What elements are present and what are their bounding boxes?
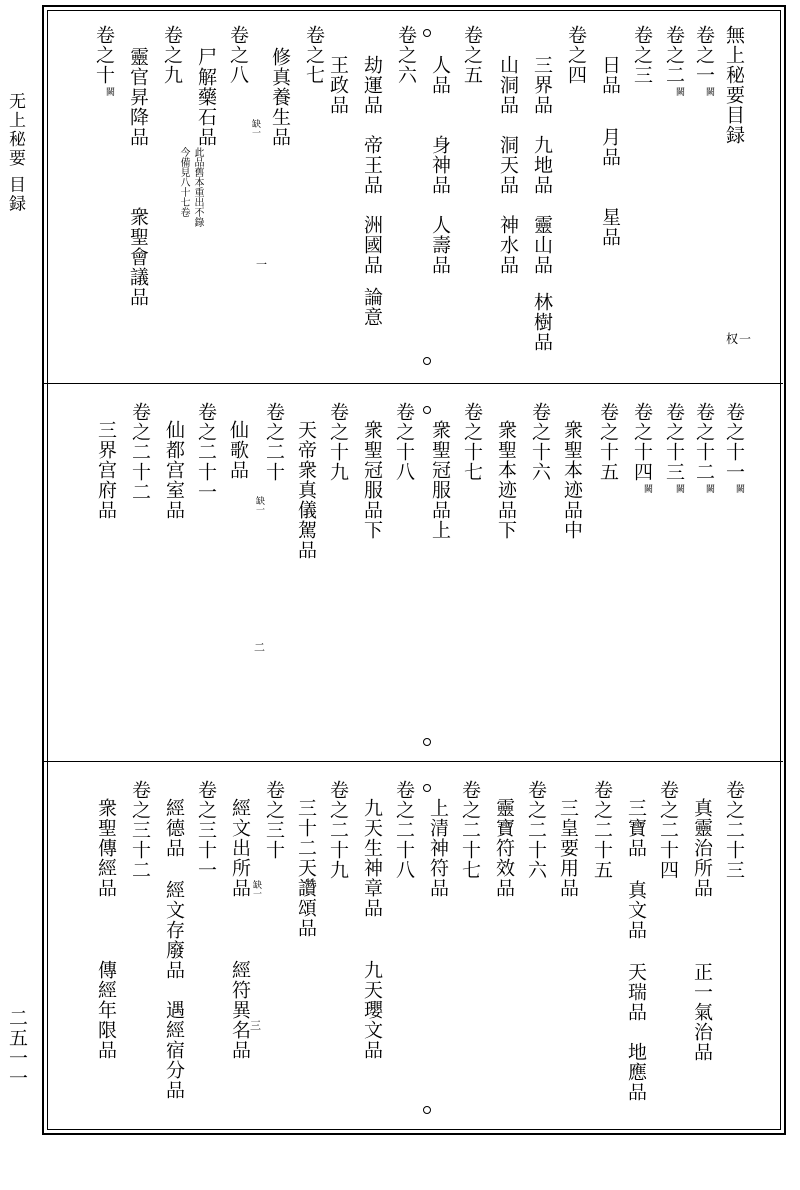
chapter-entry: 靈官昇降品	[127, 47, 149, 147]
margin-book-title: 无上秘要 目録	[5, 92, 25, 214]
chapter-entry: 月品	[599, 127, 621, 167]
folio-mark: 二	[254, 641, 265, 654]
juan-31: 卷之三十一	[195, 780, 217, 880]
chapter-entry: 經符異名品	[229, 960, 251, 1060]
folio-mark: 三	[250, 1019, 261, 1032]
chapter-entry: 論意	[361, 287, 383, 327]
chapter-entry: 衆聖冠服品上	[429, 420, 451, 540]
column-marker-circle	[423, 1106, 431, 1114]
juan-21: 卷之二十一	[195, 402, 217, 502]
juan-30: 卷之三十	[263, 780, 285, 860]
lacuna-note: 闕	[704, 87, 714, 97]
juan-22: 卷之二十二	[129, 402, 151, 502]
lacuna-note: 闕	[104, 87, 114, 97]
juan-2: 卷之二闕	[663, 25, 685, 97]
toc-heading: 無上秘要目録	[723, 25, 745, 145]
juan-26: 卷之二十六	[525, 780, 547, 880]
chapter-entry: 衆聖本迹品中	[561, 420, 583, 540]
juan-3: 卷之三	[631, 25, 653, 85]
chapter-entry: 經文出所品	[229, 798, 251, 898]
column-marker-circle	[423, 406, 431, 414]
chapter-entry: 衆聖會議品	[127, 207, 149, 307]
chapter-entry: 仙歌品	[227, 420, 249, 480]
juan-24: 卷之二十四	[657, 780, 679, 880]
column-marker-circle	[423, 784, 431, 792]
juan-5: 卷之五	[461, 25, 483, 85]
chapter-entry: 經德品	[163, 798, 185, 858]
juan-19: 卷之十九	[327, 402, 349, 482]
chapter-entry: 星品	[599, 207, 621, 247]
juan-25: 卷之二十五	[591, 780, 613, 880]
chapter-entry: 王政品	[327, 55, 349, 115]
toc-panel-1	[44, 7, 783, 383]
juan-20: 卷之二十	[263, 402, 285, 482]
column-marker-circle	[423, 738, 431, 746]
chapter-entry: 人品	[429, 55, 451, 95]
column-marker-circle	[423, 357, 431, 365]
chapter-entry: 三寶品	[625, 798, 647, 858]
corner-mark: 权一	[726, 332, 753, 346]
chapter-entry: 地應品	[625, 1042, 647, 1102]
juan-7: 卷之七	[303, 25, 325, 85]
chapter-entry: 山洞品	[497, 55, 519, 115]
juan-28: 卷之二十八	[393, 780, 415, 880]
chapter-entry: 三界品	[531, 55, 553, 115]
chapter-entry: 九地品	[531, 135, 553, 195]
lacuna-note: 闕	[674, 87, 684, 97]
chapter-entry: 林樹品	[531, 292, 553, 352]
editorial-note: 此品舊本重出不錄 今備見八十七卷	[178, 147, 203, 227]
juan-8: 卷之八	[227, 25, 249, 85]
lacuna-note: 缺一	[251, 880, 261, 898]
chapter-entry: 仙都宫室品	[163, 420, 185, 520]
chapter-entry: 上清神符品	[427, 798, 449, 898]
chapter-entry: 遇經宿分品	[163, 1000, 185, 1100]
toc-panel-3	[44, 762, 783, 1130]
chapter-entry: 洲國品	[361, 215, 383, 275]
chapter-entry: 經文存廢品	[163, 880, 185, 980]
chapter-entry: 正一氣治品	[691, 962, 713, 1062]
chapter-entry: 真文品	[625, 880, 647, 940]
chapter-entry: 帝王品	[361, 135, 383, 195]
chapter-entry: 天瑞品	[625, 962, 647, 1022]
juan-29: 卷之二十九	[327, 780, 349, 880]
folio-mark: 一	[256, 258, 267, 271]
lacuna-note: 闕	[642, 484, 652, 494]
toc-panel-2	[44, 384, 783, 761]
lacuna-note: 缺一	[250, 119, 260, 137]
chapter-entry: 真靈治所品	[691, 798, 713, 898]
juan-17: 卷之十七	[461, 402, 483, 482]
chapter-entry: 九天瓔文品	[361, 960, 383, 1060]
juan-32: 卷之三十二	[129, 780, 151, 880]
chapter-entry: 傳經年限品	[95, 960, 117, 1060]
page-frame	[42, 5, 786, 1135]
juan-13: 卷之十三闕	[663, 402, 685, 494]
lacuna-note: 闕	[674, 484, 684, 494]
chapter-entry: 劫運品	[361, 55, 383, 115]
chapter-entry: 三界宫府品	[95, 420, 117, 520]
juan-23: 卷之二十三	[723, 780, 745, 880]
juan-1: 卷之一闕	[693, 25, 715, 97]
juan-15: 卷之十五	[597, 402, 619, 482]
chapter-entry: 修真養生品	[269, 47, 291, 147]
chapter-entry: 人壽品	[429, 215, 451, 275]
chapter-entry: 靈山品	[531, 215, 553, 275]
chapter-entry: 天帝衆真儀駕品	[295, 420, 317, 560]
margin-page-number: 二五一一	[6, 1008, 28, 1088]
chapter-entry: 神水品	[497, 215, 519, 275]
lacuna-note: 闕	[734, 484, 744, 494]
juan-14: 卷之十四闕	[631, 402, 653, 494]
chapter-entry: 九天生神章品	[361, 798, 383, 918]
column-marker-circle	[423, 29, 431, 37]
lacuna-note: 闕	[704, 484, 714, 494]
chapter-entry: 衆聖傳經品	[95, 798, 117, 898]
chapter-entry: 尸解藥石品	[195, 47, 217, 147]
chapter-entry: 三皇要用品	[557, 798, 579, 898]
lacuna-note: 缺一	[254, 496, 264, 514]
chapter-entry: 衆聖冠服品下	[361, 420, 383, 540]
juan-9: 卷之九	[161, 25, 183, 85]
chapter-entry: 靈寶符效品	[493, 798, 515, 898]
juan-10: 卷之十闕	[93, 25, 115, 97]
juan-6: 卷之六	[395, 25, 417, 85]
chapter-entry: 衆聖本迹品下	[495, 420, 517, 540]
juan-16: 卷之十六	[529, 402, 551, 482]
chapter-entry: 洞天品	[497, 135, 519, 195]
juan-18: 卷之十八	[393, 402, 415, 482]
juan-12: 卷之十二闕	[693, 402, 715, 494]
chapter-entry: 身神品	[429, 135, 451, 195]
chapter-entry: 日品	[599, 55, 621, 95]
juan-27: 卷之二十七	[459, 780, 481, 880]
juan-4: 卷之四	[565, 25, 587, 85]
chapter-entry: 三十二天讚頌品	[295, 798, 317, 938]
juan-11: 卷之十一闕	[723, 402, 745, 494]
